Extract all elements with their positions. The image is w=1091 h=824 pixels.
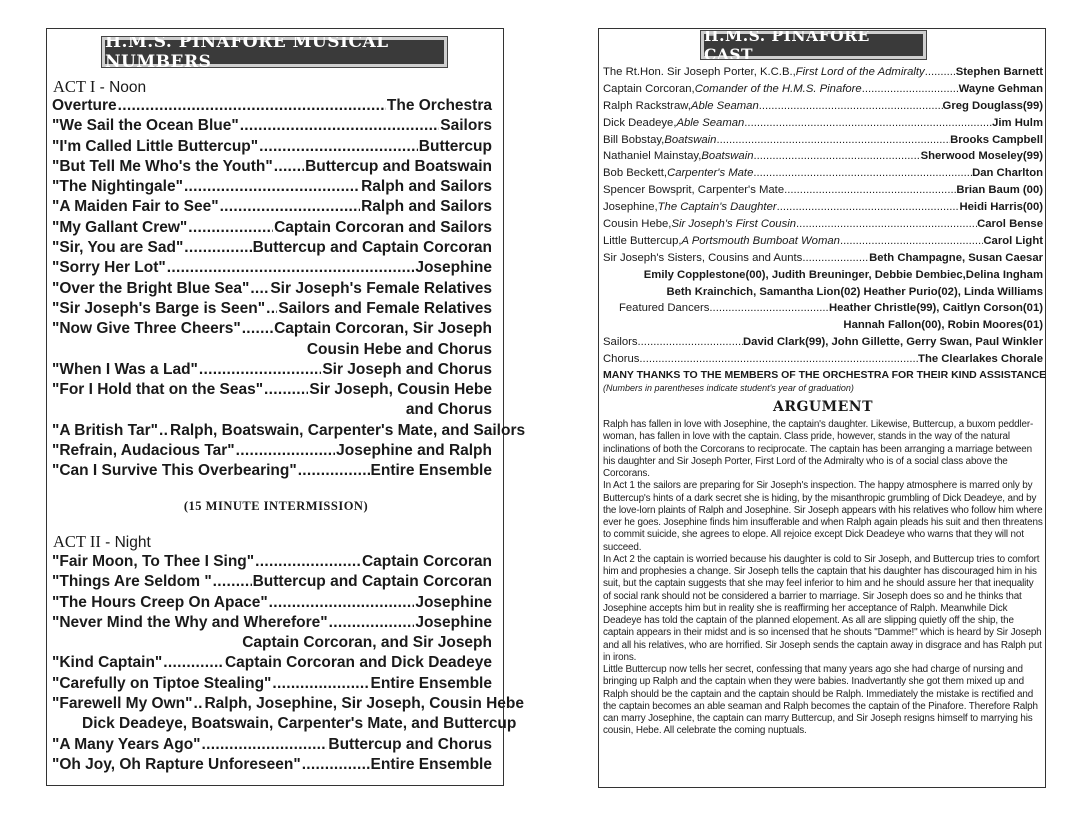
number-performers: Ralph and Sailors xyxy=(361,198,492,216)
dot-leader xyxy=(840,233,983,250)
number-title: "Farewell My Own" xyxy=(52,695,193,713)
actor-name: Stephen Barnett xyxy=(955,66,1043,78)
relatives-line xyxy=(603,250,1043,267)
musical-number-row xyxy=(52,319,492,339)
dot-leader xyxy=(784,182,956,199)
argument-paragraph: Ralph has fallen in love with Josephine, the captain's daughter. Likewise, Buttercup, a buxom peddler-woman, has fallen in love with the captain. Class pride, however, stands in the way of the natural inclinations of both the Corcorans to reciprocate. The captain has been arranging a marriage between his daughter and Sir Joseph Porter, First Lord of the Admiralty who is of a social class above the Corcorans. xyxy=(603,419,1034,479)
dot-leader xyxy=(250,279,269,299)
cast-row xyxy=(603,115,1043,132)
dot-leader xyxy=(266,299,277,319)
musical-number-row xyxy=(52,360,492,380)
chorus-label: Chorus xyxy=(603,353,640,366)
actor-name: Greg Douglass(99) xyxy=(942,99,1043,112)
number-performers: Sir Joseph's Female Relatives xyxy=(270,279,492,297)
number-title: "Sorry Her Lot" xyxy=(52,259,166,277)
musical-number-row xyxy=(52,238,492,258)
number-performers: Buttercup and Chorus xyxy=(328,735,492,753)
number-performers: Entire Ensemble xyxy=(370,755,492,773)
number-title: "Carefully on Tiptoe Stealing" xyxy=(52,674,272,692)
dot-leader xyxy=(220,197,361,217)
musical-number-row xyxy=(52,694,525,714)
dot-leader xyxy=(193,694,203,714)
number-performers: Sailors and Female Relatives xyxy=(278,299,492,317)
character-name: Little Buttercup, xyxy=(603,234,682,247)
number-title: "Kind Captain" xyxy=(52,654,163,672)
musical-number-row xyxy=(52,197,492,217)
character-name: Josephine, xyxy=(603,201,658,214)
dot-leader xyxy=(639,351,918,368)
number-performers: Buttercup xyxy=(418,137,492,155)
argument-paragraph: In Act 2 the captain is worried because his daughter is cold to Sir Joseph, and Buttercup tries to comfort him and prophesies a change. Sir Joseph tells the captain that his daughter has discouraged him in his suit, but the captain suggests that she may feel inferior to him and he should assure her that inequality of social rank should not be considered a barrier to marriage. Sir Joseph does so and he thinks that Josephine accepts him but in reality she is reaffirming her acceptance of Ralph. Meanwhile Dick Deadeye has told the captain of the planned elopement. As all are slipping quietly off the ship, the captain appears in their midst and is so incensed that he shouts "Damme!" which is heard by Sir Joseph and all his relatives, who are horrified. Sir Joseph sends the captain away in disgrace and has Ralph put in irons. xyxy=(603,553,1042,663)
act2-label: - Night xyxy=(100,534,151,551)
character-name: Nathaniel Mainstay, xyxy=(603,150,702,163)
musical-number-row xyxy=(52,258,492,278)
character-role: A Portsmouth Bumboat Woman xyxy=(681,234,840,247)
relatives-names-3: Beth Krainchich, Samantha Lion(02) Heather Purio(02), Linda Williams xyxy=(666,285,1043,298)
number-performers-continued: and Chorus xyxy=(405,401,492,419)
number-performers: Ralph and Sailors xyxy=(361,178,492,196)
character-role: Boatswain xyxy=(664,133,717,146)
number-performers: Buttercup and Boatswain xyxy=(305,157,492,175)
argument-text xyxy=(603,419,1043,738)
number-performers: Josephine xyxy=(415,593,492,611)
number-performers: Josephine xyxy=(415,259,492,277)
cast-list xyxy=(603,64,1047,394)
number-performers: Ralph, Boatswain, Carpenter's Mate, and Sailors xyxy=(170,421,526,439)
dot-leader xyxy=(709,300,829,317)
number-performers: Buttercup and Captain Corcoran xyxy=(252,239,492,257)
character-name: Spencer Bowsprit, Carpenter's Mate xyxy=(603,184,785,197)
character-name: Bill Bobstay, xyxy=(603,133,665,146)
dot-leader xyxy=(159,421,169,441)
dot-leader xyxy=(188,218,273,238)
musical-number-row xyxy=(52,735,492,755)
character-role: The Captain's Daughter xyxy=(657,201,777,214)
character-name: Bob Beckett, xyxy=(603,167,668,180)
musical-number-row xyxy=(52,441,492,461)
dot-leader xyxy=(802,250,869,267)
musical-number-row xyxy=(52,461,492,481)
character-name: Ralph Rackstraw, xyxy=(603,99,691,112)
number-title: "A British Tar" xyxy=(52,421,158,439)
musical-numbers-banner: H.M.S. PINAFORE MUSICAL NUMBERS xyxy=(102,37,447,67)
musical-number-row xyxy=(52,572,492,592)
number-title: "A Many Years Ago" xyxy=(52,735,201,753)
musical-number-row xyxy=(52,157,492,177)
musical-number-row xyxy=(52,177,492,197)
act1-heading xyxy=(53,77,146,97)
actor-name: Wayne Gehman xyxy=(958,82,1043,95)
character-role: First Lord of the Admiralty xyxy=(795,66,925,78)
number-title: "Over the Bright Blue Sea" xyxy=(52,279,250,297)
musical-number-row xyxy=(52,755,492,775)
character-role: Boatswain xyxy=(701,150,754,163)
dancers-names-1: Heather Christle(99), Caitlyn Corson(01) xyxy=(828,302,1043,315)
number-title: "When I Was a Lad" xyxy=(52,360,198,378)
cast-row xyxy=(603,233,1043,250)
dot-leader xyxy=(753,165,972,182)
musical-number-row xyxy=(52,218,492,238)
cast-banner: H.M.S. PINAFORE CAST xyxy=(701,31,926,59)
dot-leader xyxy=(754,148,921,165)
graduation-year-note: (Numbers in parentheses indicate student's year of graduation) xyxy=(603,383,854,394)
number-performers: The Orchestra xyxy=(386,97,492,114)
cast-row xyxy=(603,216,1043,233)
act2-prefix: ACT II xyxy=(53,532,101,551)
dot-leader xyxy=(274,157,304,177)
number-performers: Sir Joseph and Chorus xyxy=(322,360,492,378)
actor-name: Heidi Harris(00) xyxy=(959,201,1043,214)
actor-name: Dan Charlton xyxy=(972,167,1043,180)
dot-leader xyxy=(302,755,370,775)
dot-leader xyxy=(759,98,943,115)
number-performers: Captain Corcoran and Dick Deadeye xyxy=(224,654,492,672)
character-role: Able Seaman xyxy=(690,99,759,112)
dot-leader xyxy=(329,613,415,633)
dot-leader xyxy=(167,258,415,278)
dancers-label: Featured Dancers xyxy=(619,302,710,315)
cast-rows xyxy=(603,64,1043,250)
number-title: "Sir, You are Sad" xyxy=(52,239,184,257)
number-title: "Fair Moon, To Thee I Sing" xyxy=(52,553,255,570)
dot-leader xyxy=(240,116,440,136)
dot-leader xyxy=(184,177,360,197)
musical-number-row xyxy=(52,421,526,441)
number-title: "The Hours Creep On Apace" xyxy=(52,593,268,611)
musical-number-row xyxy=(52,593,492,613)
sailors-label: Sailors xyxy=(603,336,638,349)
dot-leader xyxy=(744,115,992,132)
actor-name: Carol Light xyxy=(983,234,1043,247)
dot-leader xyxy=(199,360,321,380)
actor-name: Brooks Campbell xyxy=(950,133,1043,146)
argument-heading: ARGUMENT xyxy=(772,399,874,415)
actor-name: Carol Bense xyxy=(977,218,1043,231)
sailors-names: David Clark(99), John Gillette, Gerry Swan, Paul Winkler xyxy=(743,336,1043,349)
relatives-names-2: Emily Copplestone(00), Judith Breuninger, Debbie Dembiec,Delina Ingham xyxy=(643,268,1043,281)
number-performers: Josephine xyxy=(415,613,492,631)
actor-name: Brian Baum (00) xyxy=(956,184,1043,197)
dot-leader xyxy=(163,653,224,673)
cast-panel xyxy=(598,28,1046,788)
dot-leader xyxy=(255,552,361,572)
dot-leader xyxy=(259,137,418,157)
character-name: Captain Corcoran, xyxy=(603,82,695,95)
orchestra-thanks: MANY THANKS TO THE MEMBERS OF THE ORCHESTRA FOR THEIR KIND ASSISTANCE xyxy=(603,369,1047,382)
musical-number-row xyxy=(52,613,492,633)
number-title: "For I Hold that on the Seas" xyxy=(52,381,264,399)
dot-leader xyxy=(298,461,370,481)
character-role: Sir Joseph's First Cousin xyxy=(671,218,797,231)
relatives-label: Sir Joseph's Sisters, Cousins and Aunts xyxy=(603,251,803,264)
act1-prefix: ACT I xyxy=(53,77,96,96)
number-title: "I'm Called Little Buttercup" xyxy=(52,137,259,155)
actor-name: Sherwood Moseley(99) xyxy=(920,150,1043,163)
cast-row xyxy=(603,98,1043,115)
musical-number-row xyxy=(52,96,492,116)
number-title: "My Gallant Crew" xyxy=(52,218,188,236)
number-performers: Captain Corcoran and Sailors xyxy=(274,218,492,236)
musical-numbers-panel xyxy=(46,28,526,786)
dot-leader xyxy=(638,334,743,351)
number-performers: Captain Corcoran, Sir Joseph xyxy=(274,320,492,338)
chorus-names: The Clearlakes Chorale xyxy=(918,353,1043,366)
dot-leader xyxy=(264,380,308,400)
dancers-line xyxy=(603,300,1043,317)
number-title: "Oh Joy, Oh Rapture Unforeseen" xyxy=(52,755,301,773)
number-title: "Refrain, Audacious Tar" xyxy=(52,442,235,460)
argument-paragraph: Little Buttercup now tells her secret, confessing that many years ago she had charge of nursing and bringing up Ralph and the captain when they were babies. Inadvertantly she got them mixed up and Ralph should be the captain and the captain should be Ralph. Immediately the mistake is rectified and the captain becomes an able seaman and Ralph becomes the captain of the Pinafore. Therefore Ralph can marry Josephine, the captain can marry Buttercup, and Sir Joseph resigns himself to marrying his cousin, Hebe. All celebrate the coming nuptuals. xyxy=(603,664,1038,737)
intermission-note: (15 MINUTE INTERMISSION) xyxy=(183,499,369,513)
number-title: "Things Are Seldom " xyxy=(52,573,212,591)
number-performers: Sailors xyxy=(440,117,492,135)
dot-leader xyxy=(796,216,977,233)
cast-row xyxy=(603,199,1043,216)
dot-leader xyxy=(118,96,386,116)
dot-leader xyxy=(272,674,369,694)
character-name: Cousin Hebe, xyxy=(603,218,672,231)
cast-row xyxy=(603,182,1043,199)
act1-label: - Noon xyxy=(95,79,147,96)
dot-leader xyxy=(213,572,252,592)
chorus-line xyxy=(603,351,1043,368)
dot-leader xyxy=(716,132,950,149)
number-title: "A Maiden Fair to See" xyxy=(52,198,219,216)
number-performers-continued: Cousin Hebe and Chorus xyxy=(306,340,492,358)
cast-row xyxy=(603,165,1043,182)
musical-number-row xyxy=(52,653,492,673)
number-title: "But Tell Me Who's the Youth" xyxy=(52,157,273,175)
musical-number-row xyxy=(52,380,492,400)
cast-row xyxy=(603,81,1043,98)
dot-leader xyxy=(202,735,328,755)
dot-leader xyxy=(925,64,956,81)
dot-leader xyxy=(242,319,273,339)
number-performers: Buttercup and Captain Corcoran xyxy=(252,573,492,591)
musical-number-row xyxy=(52,674,492,694)
musical-number-row xyxy=(52,137,492,157)
dancers-names-2: Hannah Fallon(00), Robin Moores(01) xyxy=(843,319,1043,332)
dot-leader xyxy=(862,81,959,98)
number-performers: Sir Joseph, Cousin Hebe xyxy=(309,381,492,399)
act2-numbers-list xyxy=(52,552,525,775)
number-performers: Josephine and Ralph xyxy=(336,442,492,460)
number-title: "Now Give Three Cheers" xyxy=(52,320,241,338)
character-name: The Rt.Hon. Sir Joseph Porter, K.C.B., xyxy=(603,66,796,78)
act2-heading xyxy=(53,532,151,552)
number-performers: Ralph, Josephine, Sir Joseph, Cousin Hebe xyxy=(204,695,525,713)
dot-leader xyxy=(269,593,415,613)
musical-number-row xyxy=(52,552,492,572)
character-role: Comander of the H.M.S. Pinafore xyxy=(694,82,862,95)
number-title: Overture xyxy=(52,97,117,114)
musical-number-row xyxy=(52,116,492,136)
cast-row xyxy=(603,132,1043,149)
number-performers-continued: Dick Deadeye, Boatswain, Carpenter's Mate, and Buttercup xyxy=(82,715,517,733)
act1-numbers-list xyxy=(52,96,526,482)
number-title: "We Sail the Ocean Blue" xyxy=(52,117,239,135)
cast-row xyxy=(603,64,1043,81)
actor-name: Jim Hulm xyxy=(992,116,1043,129)
argument-paragraph: In Act 1 the sailors are preparing for Sir Joseph's inspection. The happy atmosphere is marred only by Buttercup's hints of a dark secret she is hiding, by the misanthropic grumbling of Dick Deadeye, and by the love-lorn plaints of Ralph and Josephine. Sir Joseph appears with his relatives who follow him where ever he goes. Josephine finds him insufferable and when Ralph again pleads his suit and then threatens to commit suicide, she agrees to elope. All rejoice except Dick Deadeye who warns that they will not succeed. xyxy=(603,480,1043,553)
number-performers: Captain Corcoran xyxy=(361,553,492,570)
character-role: Carpenter's Mate xyxy=(667,167,754,180)
number-title: "Can I Survive This Overbearing" xyxy=(52,462,297,480)
musical-number-row xyxy=(52,299,492,319)
dot-leader xyxy=(236,441,335,461)
number-title: "Sir Joseph's Barge is Seen" xyxy=(52,299,266,317)
character-name: Dick Deadeye, xyxy=(603,116,677,129)
number-title: "The Nightingale" xyxy=(52,178,183,196)
dot-leader xyxy=(777,199,960,216)
cast-row xyxy=(603,148,1043,165)
number-performers: Entire Ensemble xyxy=(370,674,492,692)
number-performers-continued: Captain Corcoran, and Sir Joseph xyxy=(242,634,492,652)
number-title: "Never Mind the Why and Wherefore" xyxy=(52,613,328,631)
number-performers: Entire Ensemble xyxy=(370,462,492,480)
musical-number-row xyxy=(52,279,492,299)
relatives-names-1: Beth Champagne, Susan Caesar xyxy=(869,251,1043,264)
dot-leader xyxy=(184,238,251,258)
character-role: Able Seaman xyxy=(676,116,745,129)
sailors-line xyxy=(603,334,1043,351)
